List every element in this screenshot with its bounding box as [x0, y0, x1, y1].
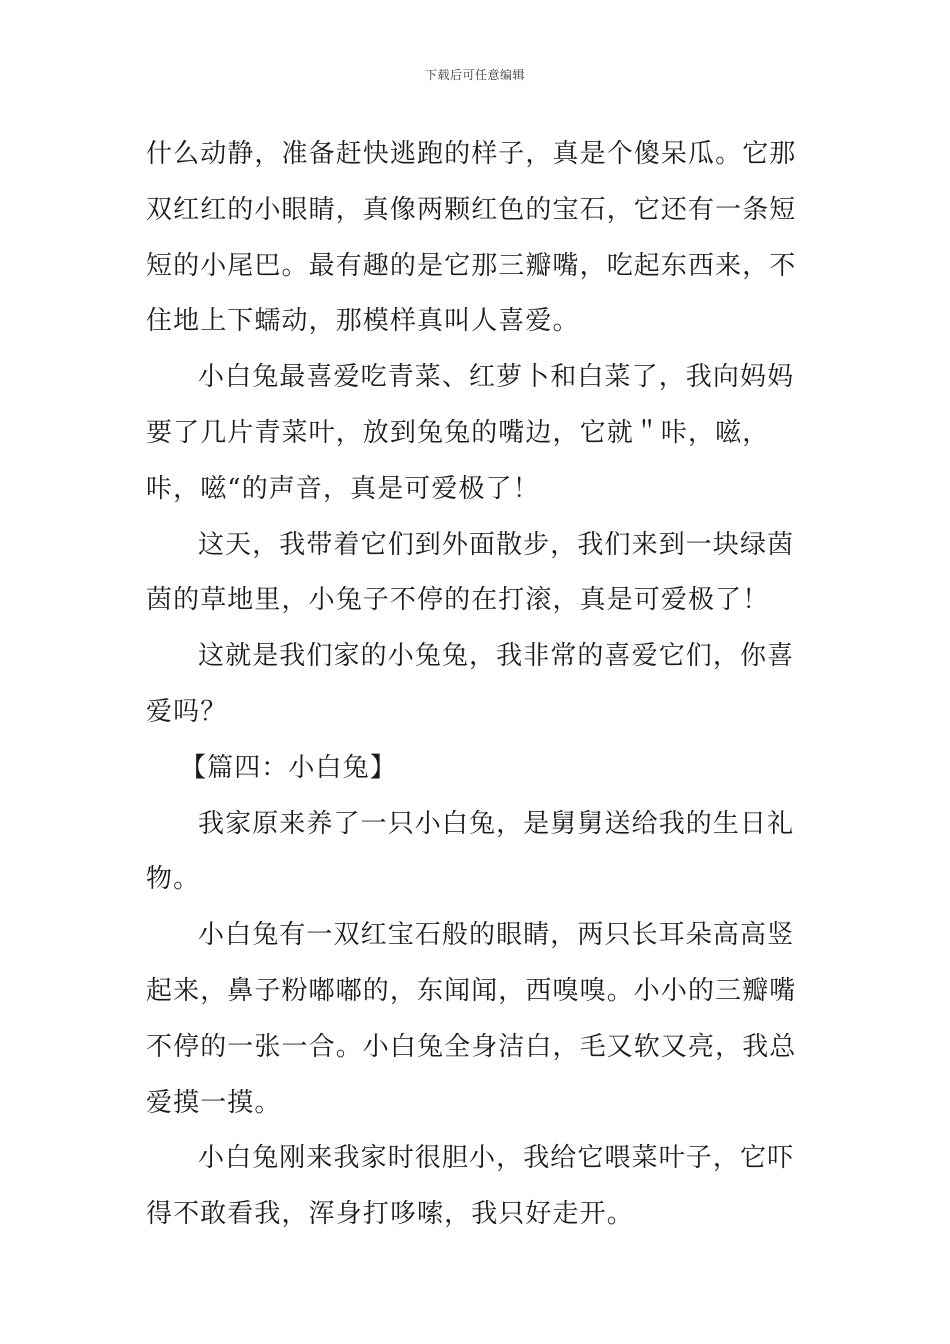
- document-body: [146, 127, 810, 1243]
- paragraph: 这就是我们家的小兔兔，我非常的喜爱它们，你喜爱吗？: [146, 641, 795, 727]
- paragraph: 我家原来养了一只小白兔，是舅舅送给我的生日礼物。: [146, 808, 795, 895]
- paragraph: 这天，我带着它们到外面散步，我们来到一块绿茵茵的草地里，小兔子不停的在打滚，真是可爱极了！: [146, 529, 795, 616]
- paragraph: 小白兔刚来我家时很胆小，我给它喂菜叶子，它吓得不敢看我，浑身打哆嗦，我只好走开。: [146, 1143, 795, 1230]
- paragraph: 小白兔有一双红宝石般的眼睛，两只长耳朵高高竖起来，鼻子粉嘟嘟的，东闻闻，西嗅嗅。小小的三瓣嘴不停的一张一合。小白兔全身洁白，毛又软又亮，我总爱摸一摸。: [146, 920, 797, 1118]
- paragraph: 小白兔最喜爱吃青菜、红萝卜和白菜了，我向妈妈要了几片青菜叶，放到兔兔的嘴边，它就＂咔，嗞，咔，嗞“的声音，真是可爱极了！: [146, 362, 795, 504]
- section-heading: 【篇四：小白兔】: [180, 752, 397, 783]
- paragraph-continuation: 什么动静，准备赶快逃跑的样子，真是个傻呆瓜。它那双红红的小眼睛，真像两颗红色的宝石，它还有一条短短的小尾巴。最有趣的是它那三瓣嘴，吃起东西来，不住地上下蠕动，那模样真叫人喜爱。: [146, 139, 797, 337]
- page-header: 下载后可任意编辑: [424, 68, 525, 82]
